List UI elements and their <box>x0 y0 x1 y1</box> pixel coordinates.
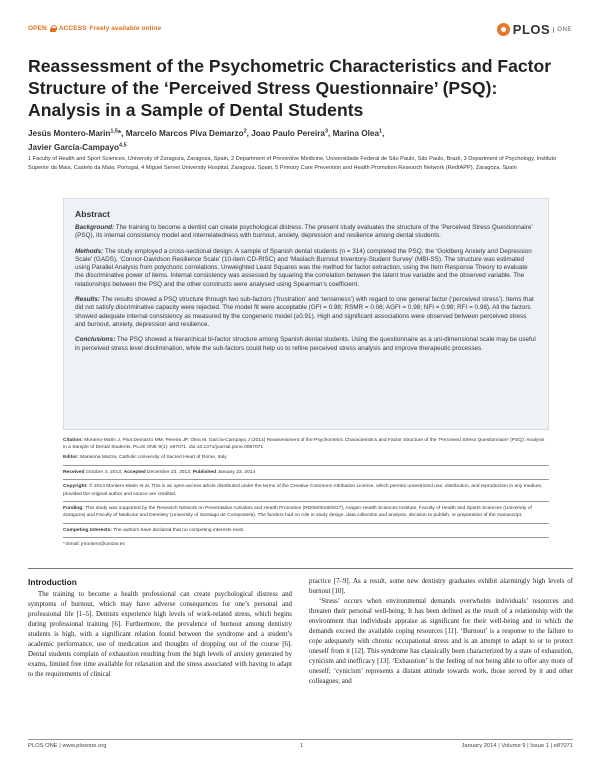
plos-circle-icon <box>497 23 510 36</box>
editor: Editor: Marianna Mazza, Catholic University of Sacred Heart of Rome, Italy <box>63 455 227 461</box>
footer-issue: January 2014 | Volume 9 | Issue 1 | e87071 <box>461 743 573 749</box>
contact-email[interactable]: * Email: jmontero@unizar.es <box>63 542 125 548</box>
plos-one-logo[interactable] <box>497 22 572 37</box>
author[interactable]: Marcelo Marcos Piva Demarzo$^2$, <box>125 128 249 138</box>
intro-paragraph-1: The training to become a health professional can create psychological distress and symptoms of burnout, which may have adverse consequences for one’s personal and professional life [1–5]. Dentists experience high levels of work-related stress, which begins during professional training [6]. Furthermore, the prevalence of burnout among dentistry students is high, with a significant relation found between the syndrome and a student’s academic performance, use of medication and thoughts of dropping out of the course [6]. Dental students complain of exhaustion resulting from the high levels of anxiety generated by exams, limited free time available for relaxation and the stress associated with having to adapt to the requirements of clinical <box>28 591 292 678</box>
open-access-badge <box>28 25 161 32</box>
divider <box>63 465 549 466</box>
abstract-heading: Abstract <box>75 209 110 219</box>
abstract-background: Background: The training to become a dentist can create psychological distress. The present study evaluates the structure of the ‘Perceived Stress Questionnaire’ (PSQ), its internal consistency model and interrelatedness with burnout, anxiety, depression and resilience among dental students. <box>75 224 533 240</box>
section-divider <box>28 568 573 569</box>
divider <box>63 479 549 480</box>
plos-wordmark: PLOS <box>512 22 551 37</box>
abstract-box <box>63 198 549 430</box>
page-number: 1 <box>300 743 304 749</box>
funding: Funding: This study was supported by the Research Network on Preventative Activities and Health Promotion (RD06/0018/0017), Aragon Health Sciences Institute, Faculty of Health and Sports Sciences (University of Zaragoza) and Faculty of Medicine and Dentistry (University of Santiago de Compostela). The funders had no role in study design, data collection and analysis, decision to publish, or preparation of the manuscript. <box>63 506 532 519</box>
footer-journal[interactable]: PLOS ONE | www.plosone.org <box>28 743 107 749</box>
intro-paragraph-2: ‘Stress’ occurs when environmental demands overwhelm individuals’ resources and threaten their personal well-being. It has been defined as the result of a relationship with the environment that individuals appraise as significant for their well-being and in which the demands exceed the available coping resources [11]. ‘Burnout’ is a response to the failure to cope adequately with chronic occupational stress and is an attempt to adapt to or to protect oneself from it [12]. This syndrome has classically been characterized by a state of exhaustion, cynicism and inefficacy [13]. ‘Exhaustion’ is the feeling of not being able to offer any more of oneself; ‘cynicism’ represents a distant attitude towards work, those served by it and other colleagues; and <box>309 597 573 685</box>
dates: Received October 4, 2013; Accepted December 23, 2013; Published January 23, 2014 <box>63 469 256 475</box>
one-wordmark: ONE <box>553 27 572 33</box>
author[interactable]: Joao Paulo Pereira$^3$, <box>251 128 331 138</box>
competing-interests: Competing Interests: The authors have declared that no competing interests exist. <box>63 527 245 533</box>
page-footer <box>28 739 573 749</box>
introduction-heading: Introduction <box>28 577 77 587</box>
journal-header <box>28 22 572 42</box>
divider <box>63 501 549 502</box>
access-label: ACCESS <box>58 25 87 32</box>
open-label: OPEN <box>28 25 47 32</box>
abstract-conclusions: Conclusions: The PSQ showed a hierarchical bi-factor structure among Spanish dental students. Using the questionnaire as a uni-dimensional scale may be useful in perceived stress level disclimination, while the sub-factors could help us to refine perceived stress analysis and improve therapeutic processes. <box>75 336 536 352</box>
author[interactable]: Jesús Montero-Marin$^{1,5}$*, <box>28 128 124 138</box>
article-title: Reassessment of the Psychometric Characteristics and Factor Structure of the ‘Perceived Stress Questionnaire’ (PSQ): Analysis in a Sample of Dental Students <box>28 56 552 120</box>
intro-paragraph-continued: practice [7–9]. As a result, some new dentistry graduates exhibit alarmingly high levels of burnout [10]. <box>309 578 573 595</box>
copyright: Copyright: © 2014 Montero-Marin et al. This is an open-access article distributed under the terms of the Creative Commons Attribution License, which permits unrestricted use, distribution, and reproduction in any medium, provided the original author and source are credited. <box>63 484 543 497</box>
author[interactable]: Marina Olea$^1$, <box>332 128 385 138</box>
citation: Citation: Montero-Marin J, Piva Demarzo MM, Pereira JP, Olea M, García-Campayo J (2014) Reassessment of the Psychometric Characteristics and Factor Structure of the ‘Perceived Stress Questionnaire’ (PSQ): Analysis in a Sample of Dental Students. PLoS ONE 9(1): e87071. doi:10.1371/journal.pone.0087071 <box>63 438 545 451</box>
author[interactable]: Javier García-Campayo$^{4,5}$ <box>28 142 127 153</box>
affiliations: 1 Faculty of Health and Sport Sciences, University of Zaragoza, Zaragoza, Spain, 2 Department of Preventive Medicine, Universidade Federal de São Paulo, São Paulo, Brazil, 3 Department of Psychology, Instituto Superior da Maia, Castelo da Maia, Portugal, 4 Miguel Servet University Hospital, Zaragoza, Spain, 5 Primary Care Prevention and Health Promotion Research Network (RedIAPP), Zaragoza, Spain <box>28 156 557 172</box>
divider <box>63 537 549 538</box>
open-lock-icon <box>50 25 56 32</box>
divider <box>63 523 549 524</box>
author-list <box>28 125 573 154</box>
body-column-right <box>309 577 573 686</box>
article-metadata <box>63 437 549 551</box>
abstract-methods: Methods: The study employed a cross-sectional design. A sample of Spanish dental students (n = 314) completed the PSQ, the ‘Goldberg Anxiety and Depression Scale’ (GADS), ‘Connor-Davidson Resilience Scale’ (10-item CD-RISC) and ‘Maslach Burnout Inventory-Student Survey’ (MBI-SS). The structure was estimated using Parallel Analysis from polychoric correlations. Unweighted Least Squares was the method for factor extraction, using the Item Response Theory to evaluate the discriminative power of items. Internal consistency was assessed by squaring the correlation between the latent true variable and the observed variable. The relationships between the PSQ and the other constructs were analysed using Spearman’s coefficient. <box>75 247 532 288</box>
abstract-results: Results: The results showed a PSQ structure through two sub-factors (‘frustration’ and ‘tenseness’) with regard to one general factor (‘perceived stress’). Items that did not satisfy discriminative capacity were rejected. The model fit were acceptable (GFI = 0.98; RSMR = 0.06; AGFI = 0.98; NFI = 0.98; RFI = 0.98). All the factors showed adequate internal consistency as measured by the congeneric model (≥0.91). High and significant associations were observed between perceived stress and burnout, anxiety, depression and resilience. <box>75 296 534 328</box>
body-column-left <box>28 577 292 680</box>
free-available-label: Freely available online <box>89 25 162 32</box>
